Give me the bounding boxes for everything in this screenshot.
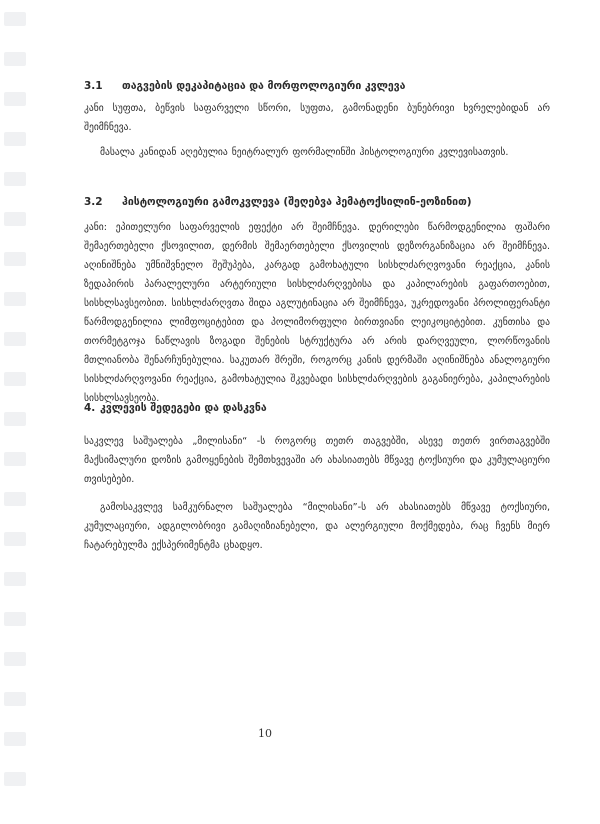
section-title: კვლევის შედეგები და დასკვნა	[100, 402, 267, 414]
binding-hole	[4, 52, 26, 66]
paragraph: კანი: ეპითელური საფარველის ეფექტი არ შეიმჩნევა. დერილები წარმოდგენილია ფაშარი შემაერთებელი ქსოვილით, დერმის შემაერთებელი ქსოვილის დეზორგანიზაცია არ შეიმჩნევა. აღინიშნება უმნიშვნელო შეშუპება, კარგად გამოხატული სისხლძარღვოვანი რეაქცია, კანის ზედაპირის პარალელური არტერიული სისხლძარღვებისა და კაპილარების გაფართოებით, სისხლსავსეობით. სისხლძარღვთა შიდა აგლუტინაცია არ შეიმჩნევა, უკრედოვანი პროლიფერანტი წარმოდგენილია ლიმფოციტებით და პოლიმორფული ბირთვიანი ლეიკოციტებით. კუნთისა და თორმეტგოჯა ნაწლავის ზოგადი შენების სტრუქტურა არ არის დარღვეული, ლორწოვანის მთლიანობა შენარჩუნებულია. საკუთარ შრეში, როგორც კანის დერმაში აღინიშნება ანალოგიური სისხლძარღვოვანი რეაქცია, გამოხატულია შკვებადი სისხლძარღვების გაგანიერება, კაპილარების სისხლსავსეობა.	[84, 222, 550, 404]
binding-hole	[4, 252, 26, 266]
section-title: ჰისტოლოგიური გამოკვლევა (შეღებვა ჰემატოქსილინ-ეოზინით)	[122, 196, 472, 208]
binding-hole	[4, 772, 26, 786]
page-number: 10	[258, 727, 272, 740]
binding-hole	[4, 452, 26, 466]
binding-hole	[4, 612, 26, 626]
binding-hole	[4, 372, 26, 386]
binding-hole	[4, 572, 26, 586]
binding-hole	[4, 92, 26, 106]
section-4-heading	[84, 402, 267, 414]
binding-hole	[4, 292, 26, 306]
paragraph: საკვლევ საშუალება „მილისანი“ -ს როგორც თეთრ თაგვებში, ასევე თეთრ ვირთაგვებში მაქსიმალური დოზის გამოყენების შემთხვევაში არ ახასიათებს მწვავე ტოქსიური და კუმულაციური თვისებები.	[84, 436, 550, 485]
binding-hole	[4, 132, 26, 146]
section-number: 3.2	[84, 196, 103, 208]
binding-hole	[4, 332, 26, 346]
section-3-1-heading	[84, 80, 406, 92]
binding-hole	[4, 732, 26, 746]
binding-hole	[4, 692, 26, 706]
binding-hole	[4, 172, 26, 186]
section-title: თაგვების დეკაპიტაცია და მორფოლოგიური კვლევა	[122, 80, 406, 92]
binding-hole	[4, 12, 26, 26]
binding-hole	[4, 492, 26, 506]
paragraph: კანი სუფთა, ბეწვის საფარველი სწორი, სუფთა, გამონადენი ბუნებრივი ხვრელებიდან არ შეიმჩნევა.	[84, 103, 550, 133]
section-3-2-heading	[84, 196, 472, 208]
binding-hole	[4, 212, 26, 226]
paragraph: მასალა კანიდან აღებულია ნეიტრალურ ფორმალინში ჰისტოლოგიური კვლევისათვის.	[100, 147, 509, 158]
binding-hole	[4, 532, 26, 546]
section-number: 3.1	[84, 80, 103, 92]
binding-hole	[4, 652, 26, 666]
binding-hole	[4, 412, 26, 426]
binding-holes	[4, 0, 26, 824]
paragraph: გამოსაკვლევ სამკურნალო საშუალება “მილისანი”-ს არ ახასიათებს მწვავე ტოქსიური, კუმულაციური, ადგილობრივი გამაღიზიანებელი, და ალერგიული მოქმედება, რაც ჩვენს მიერ ჩატარებულმა ექსპერიმენტმა ცხადყო.	[84, 502, 550, 551]
section-number: 4.	[84, 402, 96, 414]
